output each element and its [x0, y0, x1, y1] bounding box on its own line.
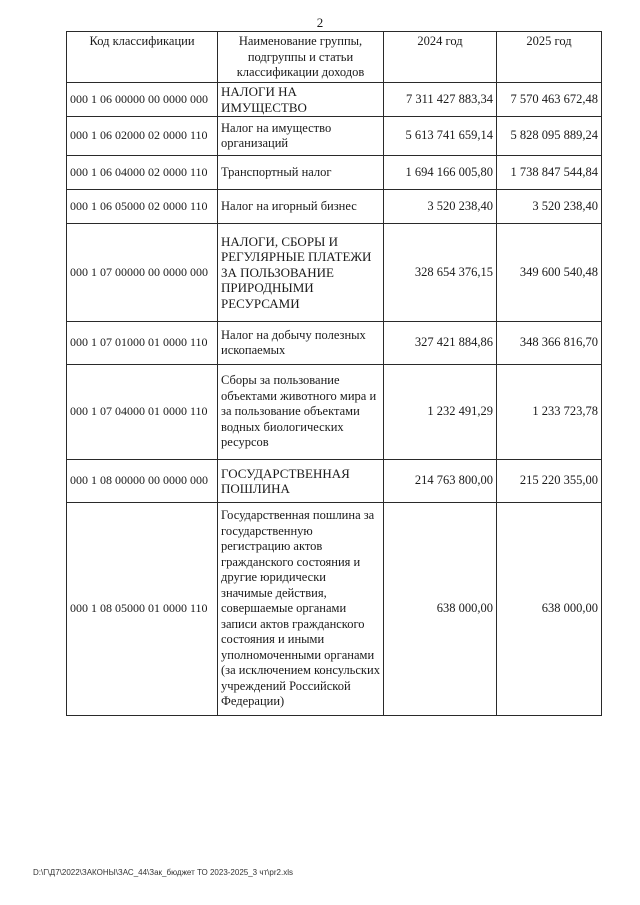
row-value-2025: 348 366 816,70 — [497, 322, 602, 365]
row-name: Налог на имущество организаций — [218, 117, 384, 156]
row-value-2025: 349 600 540,48 — [497, 224, 602, 322]
page-number: 2 — [316, 15, 324, 30]
row-code: 000 1 06 04000 02 0000 110 — [67, 156, 218, 190]
row-code: 000 1 07 00000 00 0000 000 — [67, 224, 218, 322]
row-value-2024: 327 421 884,86 — [384, 322, 497, 365]
header-name: Наименование группы, подгруппы и статьи классификации доходов — [218, 32, 384, 83]
table-row — [67, 503, 602, 716]
row-name: Сборы за пользование объектами животного мира и за пользование объектами водных биологических ресурсов — [218, 365, 384, 460]
row-value-2025: 215 220 355,00 — [497, 460, 602, 503]
row-value-2024: 5 613 741 659,14 — [384, 117, 497, 156]
table-row — [67, 117, 602, 156]
row-code: 000 1 08 05000 01 0000 110 — [67, 503, 218, 716]
row-value-2025: 638 000,00 — [497, 503, 602, 716]
row-value-2024: 214 763 800,00 — [384, 460, 497, 503]
table-row — [67, 460, 602, 503]
row-name: Государственная пошлина за государственную регистрацию актов гражданского состояния и другие юридически значимые действия, совершаемые органами записи актов гражданского состояния и иными уполномоченными органами (за исключением консульских учреждений Российской Федерации) — [218, 503, 384, 716]
row-code: 000 1 07 04000 01 0000 110 — [67, 365, 218, 460]
header-code: Код классификации — [67, 32, 218, 83]
table-header-row — [67, 32, 602, 83]
table-row — [67, 224, 602, 322]
row-value-2024: 3 520 238,40 — [384, 190, 497, 224]
table-row — [67, 83, 602, 117]
row-name: Налог на игорный бизнес — [218, 190, 384, 224]
row-name: НАЛОГИ НА ИМУЩЕСТВО — [218, 83, 384, 117]
row-value-2025: 3 520 238,40 — [497, 190, 602, 224]
row-value-2025: 7 570 463 672,48 — [497, 83, 602, 117]
revenue-table — [66, 31, 602, 716]
row-value-2024: 1 232 491,29 — [384, 365, 497, 460]
row-name: Транспортный налог — [218, 156, 384, 190]
row-value-2024: 638 000,00 — [384, 503, 497, 716]
row-value-2025: 1 738 847 544,84 — [497, 156, 602, 190]
row-value-2024: 1 694 166 005,80 — [384, 156, 497, 190]
row-name: НАЛОГИ, СБОРЫ И РЕГУЛЯРНЫЕ ПЛАТЕЖИ ЗА ПОЛЬЗОВАНИЕ ПРИРОДНЫМИ РЕСУРСАМИ — [218, 224, 384, 322]
row-name: Налог на добычу полезных ископаемых — [218, 322, 384, 365]
row-value-2025: 5 828 095 889,24 — [497, 117, 602, 156]
row-code: 000 1 06 05000 02 0000 110 — [67, 190, 218, 224]
row-code: 000 1 06 02000 02 0000 110 — [67, 117, 218, 156]
header-year-2025: 2025 год — [497, 32, 602, 83]
row-value-2024: 328 654 376,15 — [384, 224, 497, 322]
table-row — [67, 322, 602, 365]
table-row — [67, 190, 602, 224]
row-code: 000 1 08 00000 00 0000 000 — [67, 460, 218, 503]
row-code: 000 1 07 01000 01 0000 110 — [67, 322, 218, 365]
row-value-2024: 7 311 427 883,34 — [384, 83, 497, 117]
file-path-footer: D:\Г\Д7\2022\ЗАКОНЫ\ЗАС_44\Зак_бюджет ТО 2023-2025_3 чт\pr2.xls — [33, 868, 293, 877]
row-value-2025: 1 233 723,78 — [497, 365, 602, 460]
row-name: ГОСУДАРСТВЕННАЯ ПОШЛИНА — [218, 460, 384, 503]
table-row — [67, 365, 602, 460]
table-row — [67, 156, 602, 190]
row-code: 000 1 06 00000 00 0000 000 — [67, 83, 218, 117]
header-year-2024: 2024 год — [384, 32, 497, 83]
